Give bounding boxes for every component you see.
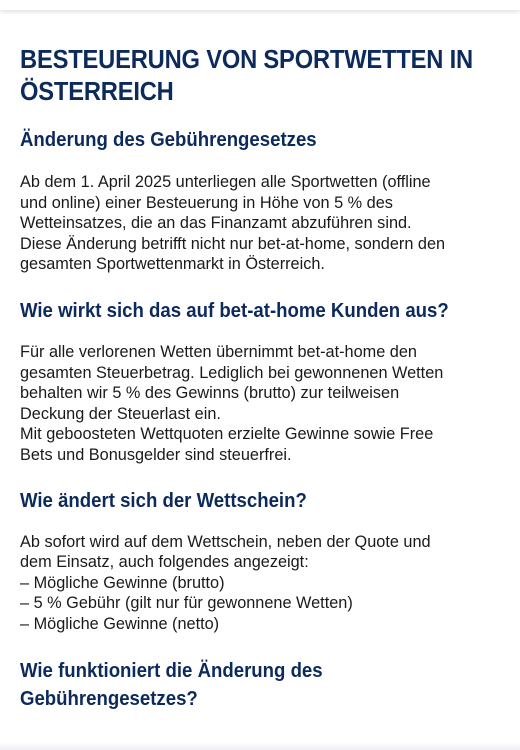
paragraph-line: Wetteinsatzes, die an das Finanzamt abzuführen sind. <box>20 214 412 233</box>
top-bar-edge <box>0 0 520 10</box>
paragraph-line: Ab dem 1. April 2025 unterliegen alle Sportwetten (offline <box>20 173 431 191</box>
heading-line: Gebührengesetzes? <box>20 687 198 710</box>
paragraph-line: gesamten Steuerbetrag. Lediglich bei gewonnenen Wetten <box>20 363 444 382</box>
section-heading-betslip-change: Wie ändert sich der Wettschein? <box>20 489 307 512</box>
section-paragraph-customer-impact <box>20 342 504 466</box>
section-heading-customer-impact: Wie wirkt sich das auf bet-at-home Kunden aus? <box>20 299 449 322</box>
paragraph-line: Diese Änderung betrifft nicht nur bet-at-home, sondern den <box>20 234 446 253</box>
list-item: – Mögliche Gewinne (brutto) <box>20 573 225 592</box>
paragraph-line: behalten wir 5 % des Gewinns (brutto) zur teilweisen <box>20 384 400 403</box>
bottom-fade <box>0 742 520 750</box>
section-paragraph-fee-law-change <box>20 172 504 275</box>
section-paragraph-betslip-change <box>20 532 504 635</box>
paragraph-line: Mit geboosteten Wettquoten erzielte Gewinne sowie Free <box>20 425 434 444</box>
list-item: – Mögliche Gewinne (netto) <box>20 614 220 633</box>
list-item: – 5 % Gebühr (gilt nur für gewonnene Wetten) <box>20 594 353 613</box>
section-heading-how-it-works <box>20 657 504 713</box>
paragraph-line: Für alle verlorenen Wetten übernimmt bet-at-home den <box>20 342 417 361</box>
page-title: BESTEUERUNG VON SPORTWETTEN IN ÖSTERREICH <box>20 46 473 106</box>
paragraph-line: Bets und Bonusgelder sind steuerfrei. <box>20 445 292 464</box>
paragraph-line: Ab sofort wird auf dem Wettschein, neben der Quote und <box>20 532 431 551</box>
paragraph-line: Deckung der Steuerlast ein. <box>20 404 221 423</box>
heading-line: Wie funktioniert die Änderung des <box>20 659 323 682</box>
section-heading-fee-law-change: Änderung des Gebührengesetzes <box>20 129 317 151</box>
paragraph-line: gesamten Sportwettenmarkt in Österreich. <box>20 255 325 274</box>
paragraph-line: dem Einsatz, auch folgendes angezeigt: <box>20 553 309 572</box>
paragraph-line: und online) einer Besteuerung in Höhe von 5 % des <box>20 193 393 212</box>
article <box>20 44 504 713</box>
